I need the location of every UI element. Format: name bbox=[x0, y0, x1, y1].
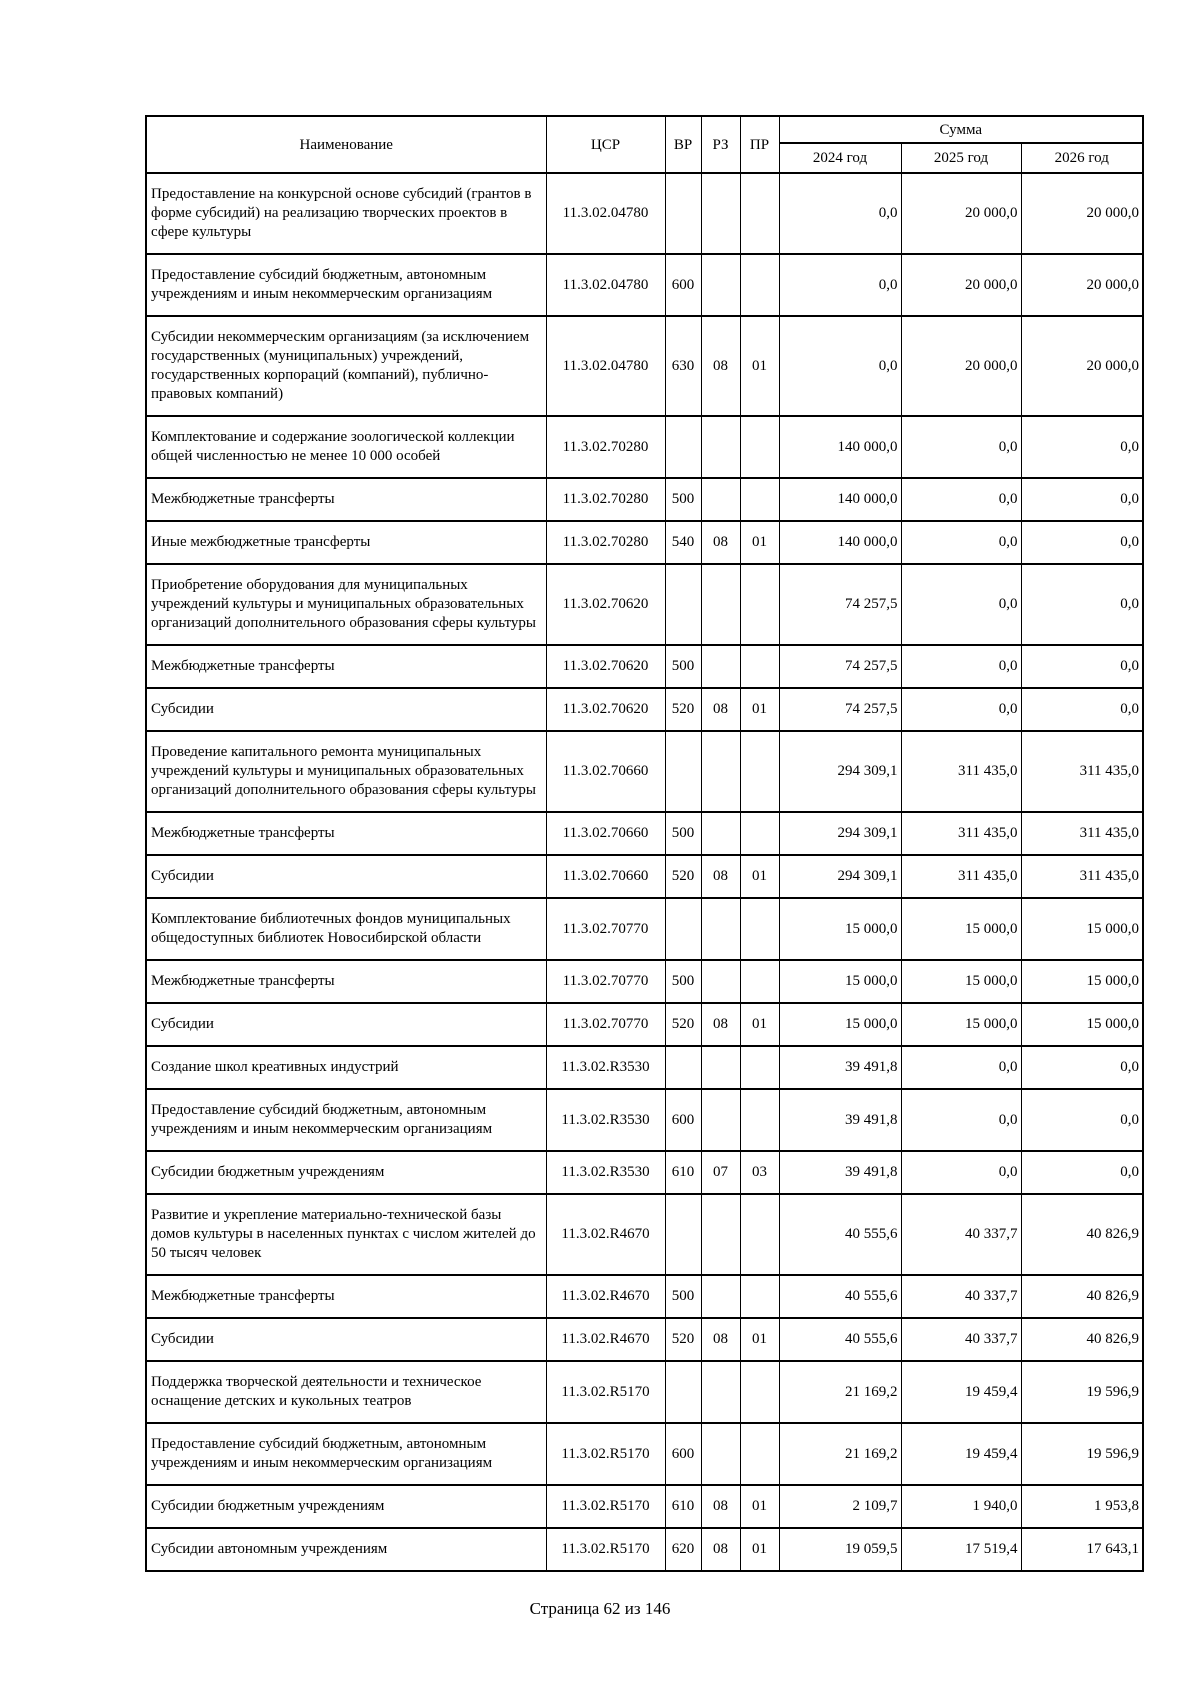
amount-2024-cell: 0,0 bbox=[779, 173, 901, 254]
vr-cell: 630 bbox=[665, 316, 701, 416]
name-cell: Предоставление на конкурсной основе субсидий (грантов в форме субсидий) на реализацию творческих проектов в сфере культуры bbox=[146, 173, 546, 254]
amount-2025-cell: 1 940,0 bbox=[901, 1485, 1021, 1528]
pr-cell bbox=[740, 645, 779, 688]
amount-2025-cell: 0,0 bbox=[901, 416, 1021, 478]
name-cell: Межбюджетные трансферты bbox=[146, 1275, 546, 1318]
name-cell: Предоставление субсидий бюджетным, автономным учреждениям и иным некоммерческим организациям bbox=[146, 1423, 546, 1485]
amount-2026-cell: 40 826,9 bbox=[1021, 1318, 1143, 1361]
rz-cell bbox=[701, 960, 740, 1003]
table-row bbox=[146, 1318, 1143, 1361]
amount-2026-cell: 1 953,8 bbox=[1021, 1485, 1143, 1528]
pr-cell: 01 bbox=[740, 855, 779, 898]
csr-cell: 11.3.02.R3530 bbox=[546, 1046, 665, 1089]
amount-2025-cell: 311 435,0 bbox=[901, 855, 1021, 898]
col-header-sum: Сумма bbox=[779, 116, 1143, 143]
amount-2025-cell: 20 000,0 bbox=[901, 173, 1021, 254]
pr-cell: 01 bbox=[740, 1528, 779, 1571]
rz-cell: 08 bbox=[701, 316, 740, 416]
vr-cell: 620 bbox=[665, 1528, 701, 1571]
csr-cell: 11.3.02.70280 bbox=[546, 416, 665, 478]
name-cell: Иные межбюджетные трансферты bbox=[146, 521, 546, 564]
amount-2025-cell: 311 435,0 bbox=[901, 812, 1021, 855]
csr-cell: 11.3.02.R3530 bbox=[546, 1089, 665, 1151]
vr-cell: 500 bbox=[665, 812, 701, 855]
table-row bbox=[146, 1361, 1143, 1423]
amount-2024-cell: 74 257,5 bbox=[779, 564, 901, 645]
table-row bbox=[146, 1194, 1143, 1275]
amount-2024-cell: 74 257,5 bbox=[779, 645, 901, 688]
amount-2025-cell: 40 337,7 bbox=[901, 1275, 1021, 1318]
rz-cell: 08 bbox=[701, 855, 740, 898]
table-row bbox=[146, 316, 1143, 416]
col-header-year-2024: 2024 год bbox=[779, 143, 901, 173]
amount-2026-cell: 0,0 bbox=[1021, 688, 1143, 731]
amount-2025-cell: 0,0 bbox=[901, 1089, 1021, 1151]
amount-2025-cell: 19 459,4 bbox=[901, 1361, 1021, 1423]
pr-cell bbox=[740, 478, 779, 521]
rz-cell bbox=[701, 564, 740, 645]
amount-2024-cell: 0,0 bbox=[779, 316, 901, 416]
table-row bbox=[146, 254, 1143, 316]
vr-cell bbox=[665, 564, 701, 645]
amount-2025-cell: 0,0 bbox=[901, 688, 1021, 731]
rz-cell: 08 bbox=[701, 688, 740, 731]
amount-2025-cell: 15 000,0 bbox=[901, 1003, 1021, 1046]
name-cell: Субсидии bbox=[146, 855, 546, 898]
amount-2024-cell: 15 000,0 bbox=[779, 1003, 901, 1046]
table-row bbox=[146, 564, 1143, 645]
vr-cell bbox=[665, 1361, 701, 1423]
amount-2024-cell: 294 309,1 bbox=[779, 855, 901, 898]
rz-cell bbox=[701, 173, 740, 254]
amount-2026-cell: 20 000,0 bbox=[1021, 316, 1143, 416]
vr-cell bbox=[665, 731, 701, 812]
csr-cell: 11.3.02.70280 bbox=[546, 521, 665, 564]
pr-cell: 01 bbox=[740, 1318, 779, 1361]
amount-2026-cell: 40 826,9 bbox=[1021, 1194, 1143, 1275]
amount-2024-cell: 294 309,1 bbox=[779, 812, 901, 855]
amount-2025-cell: 40 337,7 bbox=[901, 1194, 1021, 1275]
rz-cell bbox=[701, 645, 740, 688]
amount-2025-cell: 311 435,0 bbox=[901, 731, 1021, 812]
vr-cell: 600 bbox=[665, 1089, 701, 1151]
amount-2026-cell: 15 000,0 bbox=[1021, 960, 1143, 1003]
vr-cell bbox=[665, 1194, 701, 1275]
rz-cell: 08 bbox=[701, 1318, 740, 1361]
amount-2026-cell: 40 826,9 bbox=[1021, 1275, 1143, 1318]
rz-cell bbox=[701, 1089, 740, 1151]
rz-cell bbox=[701, 1275, 740, 1318]
vr-cell: 500 bbox=[665, 645, 701, 688]
amount-2025-cell: 15 000,0 bbox=[901, 898, 1021, 960]
table-row bbox=[146, 1089, 1143, 1151]
amount-2024-cell: 39 491,8 bbox=[779, 1089, 901, 1151]
name-cell: Субсидии bbox=[146, 1003, 546, 1046]
amount-2025-cell: 17 519,4 bbox=[901, 1528, 1021, 1571]
col-header-csr: ЦСР bbox=[546, 116, 665, 173]
csr-cell: 11.3.02.70770 bbox=[546, 960, 665, 1003]
csr-cell: 11.3.02.70620 bbox=[546, 645, 665, 688]
vr-cell bbox=[665, 416, 701, 478]
amount-2026-cell: 20 000,0 bbox=[1021, 173, 1143, 254]
table-row bbox=[146, 1151, 1143, 1194]
pr-cell bbox=[740, 1423, 779, 1485]
pr-cell bbox=[740, 1194, 779, 1275]
table-row bbox=[146, 731, 1143, 812]
pr-cell bbox=[740, 1046, 779, 1089]
amount-2026-cell: 15 000,0 bbox=[1021, 1003, 1143, 1046]
name-cell: Предоставление субсидий бюджетным, автономным учреждениям и иным некоммерческим организациям bbox=[146, 254, 546, 316]
table-row bbox=[146, 173, 1143, 254]
table-row bbox=[146, 416, 1143, 478]
amount-2026-cell: 0,0 bbox=[1021, 1151, 1143, 1194]
pr-cell bbox=[740, 960, 779, 1003]
amount-2024-cell: 40 555,6 bbox=[779, 1275, 901, 1318]
pr-cell: 01 bbox=[740, 688, 779, 731]
amount-2025-cell: 0,0 bbox=[901, 1151, 1021, 1194]
table-row bbox=[146, 960, 1143, 1003]
pr-cell: 01 bbox=[740, 1485, 779, 1528]
budget-table bbox=[145, 115, 1144, 1572]
amount-2025-cell: 15 000,0 bbox=[901, 960, 1021, 1003]
amount-2025-cell: 0,0 bbox=[901, 564, 1021, 645]
name-cell: Межбюджетные трансферты bbox=[146, 645, 546, 688]
pr-cell bbox=[740, 254, 779, 316]
vr-cell: 520 bbox=[665, 1318, 701, 1361]
amount-2026-cell: 0,0 bbox=[1021, 1089, 1143, 1151]
amount-2025-cell: 0,0 bbox=[901, 1046, 1021, 1089]
rz-cell bbox=[701, 898, 740, 960]
rz-cell: 08 bbox=[701, 1485, 740, 1528]
amount-2026-cell: 0,0 bbox=[1021, 564, 1143, 645]
pr-cell: 01 bbox=[740, 1003, 779, 1046]
rz-cell: 07 bbox=[701, 1151, 740, 1194]
pr-cell bbox=[740, 1361, 779, 1423]
amount-2024-cell: 19 059,5 bbox=[779, 1528, 901, 1571]
name-cell: Субсидии bbox=[146, 688, 546, 731]
col-header-name: Наименование bbox=[146, 116, 546, 173]
name-cell: Создание школ креативных индустрий bbox=[146, 1046, 546, 1089]
amount-2025-cell: 40 337,7 bbox=[901, 1318, 1021, 1361]
col-header-year-2025: 2025 год bbox=[901, 143, 1021, 173]
amount-2024-cell: 140 000,0 bbox=[779, 521, 901, 564]
rz-cell bbox=[701, 254, 740, 316]
table-row bbox=[146, 1485, 1143, 1528]
table-header bbox=[146, 116, 1143, 173]
pr-cell: 03 bbox=[740, 1151, 779, 1194]
amount-2024-cell: 21 169,2 bbox=[779, 1423, 901, 1485]
name-cell: Субсидии bbox=[146, 1318, 546, 1361]
vr-cell: 500 bbox=[665, 960, 701, 1003]
vr-cell bbox=[665, 1046, 701, 1089]
vr-cell: 520 bbox=[665, 1003, 701, 1046]
csr-cell: 11.3.02.R4670 bbox=[546, 1194, 665, 1275]
vr-cell: 600 bbox=[665, 254, 701, 316]
pr-cell: 01 bbox=[740, 316, 779, 416]
csr-cell: 11.3.02.70770 bbox=[546, 1003, 665, 1046]
csr-cell: 11.3.02.R4670 bbox=[546, 1318, 665, 1361]
csr-cell: 11.3.02.70660 bbox=[546, 812, 665, 855]
pr-cell bbox=[740, 731, 779, 812]
csr-cell: 11.3.02.70770 bbox=[546, 898, 665, 960]
rz-cell bbox=[701, 1046, 740, 1089]
name-cell: Субсидии некоммерческим организациям (за исключением государственных (муниципальных) учреждений, государственных корпораций (компаний), публично-правовых компаний) bbox=[146, 316, 546, 416]
amount-2026-cell: 0,0 bbox=[1021, 521, 1143, 564]
amount-2026-cell: 311 435,0 bbox=[1021, 812, 1143, 855]
table-row bbox=[146, 1003, 1143, 1046]
pr-cell bbox=[740, 173, 779, 254]
csr-cell: 11.3.02.R4670 bbox=[546, 1275, 665, 1318]
table-row bbox=[146, 812, 1143, 855]
rz-cell bbox=[701, 416, 740, 478]
name-cell: Приобретение оборудования для муниципальных учреждений культуры и муниципальных образовательных организаций дополнительного образования сферы культуры bbox=[146, 564, 546, 645]
amount-2024-cell: 39 491,8 bbox=[779, 1046, 901, 1089]
amount-2025-cell: 19 459,4 bbox=[901, 1423, 1021, 1485]
rz-cell bbox=[701, 812, 740, 855]
csr-cell: 11.3.02.R5170 bbox=[546, 1485, 665, 1528]
table-row bbox=[146, 1046, 1143, 1089]
amount-2024-cell: 294 309,1 bbox=[779, 731, 901, 812]
col-header-year-2026: 2026 год bbox=[1021, 143, 1143, 173]
csr-cell: 11.3.02.04780 bbox=[546, 316, 665, 416]
amount-2024-cell: 15 000,0 bbox=[779, 960, 901, 1003]
table-row bbox=[146, 478, 1143, 521]
pr-cell bbox=[740, 1275, 779, 1318]
amount-2024-cell: 140 000,0 bbox=[779, 478, 901, 521]
vr-cell: 610 bbox=[665, 1485, 701, 1528]
amount-2024-cell: 40 555,6 bbox=[779, 1318, 901, 1361]
rz-cell bbox=[701, 1361, 740, 1423]
csr-cell: 11.3.02.R5170 bbox=[546, 1423, 665, 1485]
amount-2024-cell: 2 109,7 bbox=[779, 1485, 901, 1528]
vr-cell: 520 bbox=[665, 855, 701, 898]
amount-2026-cell: 0,0 bbox=[1021, 645, 1143, 688]
amount-2026-cell: 17 643,1 bbox=[1021, 1528, 1143, 1571]
amount-2026-cell: 0,0 bbox=[1021, 1046, 1143, 1089]
name-cell: Межбюджетные трансферты bbox=[146, 478, 546, 521]
amount-2026-cell: 311 435,0 bbox=[1021, 731, 1143, 812]
amount-2025-cell: 0,0 bbox=[901, 478, 1021, 521]
table-row bbox=[146, 1528, 1143, 1571]
page-number: Страница 62 из 146 bbox=[529, 1599, 671, 1618]
csr-cell: 11.3.02.R5170 bbox=[546, 1528, 665, 1571]
amount-2026-cell: 19 596,9 bbox=[1021, 1423, 1143, 1485]
amount-2025-cell: 20 000,0 bbox=[901, 316, 1021, 416]
amount-2025-cell: 0,0 bbox=[901, 645, 1021, 688]
name-cell: Комплектование библиотечных фондов муниципальных общедоступных библиотек Новосибирской области bbox=[146, 898, 546, 960]
name-cell: Предоставление субсидий бюджетным, автономным учреждениям и иным некоммерческим организациям bbox=[146, 1089, 546, 1151]
rz-cell: 08 bbox=[701, 1003, 740, 1046]
rz-cell bbox=[701, 731, 740, 812]
amount-2026-cell: 15 000,0 bbox=[1021, 898, 1143, 960]
table-row bbox=[146, 898, 1143, 960]
rz-cell bbox=[701, 478, 740, 521]
rz-cell bbox=[701, 1423, 740, 1485]
name-cell: Проведение капитального ремонта муниципальных учреждений культуры и муниципальных образовательных организаций дополнительного образования сферы культуры bbox=[146, 731, 546, 812]
col-header-vr: ВР bbox=[665, 116, 701, 173]
amount-2024-cell: 39 491,8 bbox=[779, 1151, 901, 1194]
csr-cell: 11.3.02.04780 bbox=[546, 173, 665, 254]
name-cell: Субсидии автономным учреждениям bbox=[146, 1528, 546, 1571]
vr-cell bbox=[665, 173, 701, 254]
amount-2026-cell: 0,0 bbox=[1021, 478, 1143, 521]
col-header-rz: РЗ bbox=[701, 116, 740, 173]
amount-2024-cell: 140 000,0 bbox=[779, 416, 901, 478]
table-row bbox=[146, 645, 1143, 688]
amount-2024-cell: 40 555,6 bbox=[779, 1194, 901, 1275]
amount-2024-cell: 0,0 bbox=[779, 254, 901, 316]
amount-2024-cell: 15 000,0 bbox=[779, 898, 901, 960]
vr-cell: 520 bbox=[665, 688, 701, 731]
table-row bbox=[146, 521, 1143, 564]
csr-cell: 11.3.02.70660 bbox=[546, 855, 665, 898]
name-cell: Межбюджетные трансферты bbox=[146, 812, 546, 855]
amount-2026-cell: 0,0 bbox=[1021, 416, 1143, 478]
pr-cell bbox=[740, 416, 779, 478]
csr-cell: 11.3.02.70620 bbox=[546, 688, 665, 731]
csr-cell: 11.3.02.04780 bbox=[546, 254, 665, 316]
amount-2024-cell: 74 257,5 bbox=[779, 688, 901, 731]
name-cell: Субсидии бюджетным учреждениям bbox=[146, 1151, 546, 1194]
pr-cell bbox=[740, 812, 779, 855]
table-row bbox=[146, 1423, 1143, 1485]
vr-cell: 500 bbox=[665, 478, 701, 521]
vr-cell bbox=[665, 898, 701, 960]
table-row bbox=[146, 855, 1143, 898]
pr-cell: 01 bbox=[740, 521, 779, 564]
amount-2025-cell: 20 000,0 bbox=[901, 254, 1021, 316]
pr-cell bbox=[740, 564, 779, 645]
csr-cell: 11.3.02.70620 bbox=[546, 564, 665, 645]
vr-cell: 610 bbox=[665, 1151, 701, 1194]
rz-cell: 08 bbox=[701, 521, 740, 564]
table-row bbox=[146, 1275, 1143, 1318]
amount-2024-cell: 21 169,2 bbox=[779, 1361, 901, 1423]
csr-cell: 11.3.02.70280 bbox=[546, 478, 665, 521]
col-header-pr: ПР bbox=[740, 116, 779, 173]
name-cell: Субсидии бюджетным учреждениям bbox=[146, 1485, 546, 1528]
pr-cell bbox=[740, 898, 779, 960]
rz-cell bbox=[701, 1194, 740, 1275]
amount-2026-cell: 311 435,0 bbox=[1021, 855, 1143, 898]
amount-2025-cell: 0,0 bbox=[901, 521, 1021, 564]
csr-cell: 11.3.02.R5170 bbox=[546, 1361, 665, 1423]
table-row bbox=[146, 688, 1143, 731]
pr-cell bbox=[740, 1089, 779, 1151]
vr-cell: 540 bbox=[665, 521, 701, 564]
amount-2026-cell: 20 000,0 bbox=[1021, 254, 1143, 316]
name-cell: Комплектование и содержание зоологической коллекции общей численностью не менее 10 000 особей bbox=[146, 416, 546, 478]
vr-cell: 500 bbox=[665, 1275, 701, 1318]
rz-cell: 08 bbox=[701, 1528, 740, 1571]
csr-cell: 11.3.02.70660 bbox=[546, 731, 665, 812]
name-cell: Межбюджетные трансферты bbox=[146, 960, 546, 1003]
amount-2026-cell: 19 596,9 bbox=[1021, 1361, 1143, 1423]
table-body bbox=[146, 173, 1143, 1571]
name-cell: Поддержка творческой деятельности и техническое оснащение детских и кукольных театров bbox=[146, 1361, 546, 1423]
vr-cell: 600 bbox=[665, 1423, 701, 1485]
csr-cell: 11.3.02.R3530 bbox=[546, 1151, 665, 1194]
name-cell: Развитие и укрепление материально-технической базы домов культуры в населенных пунктах с числом жителей до 50 тысяч человек bbox=[146, 1194, 546, 1275]
